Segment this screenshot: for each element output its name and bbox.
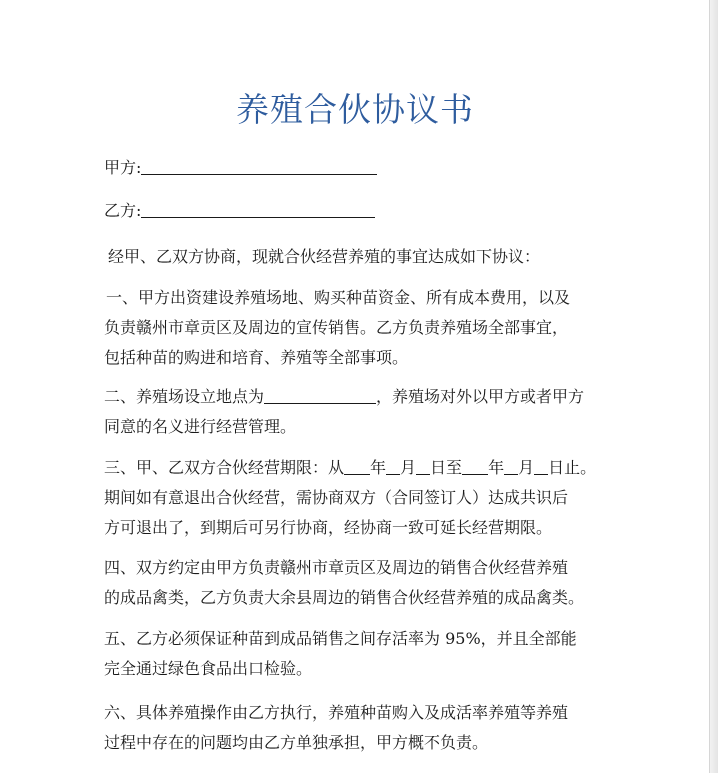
clause-3-line-3: 方可退出了，到期后可另行协商，经协商一致可延长经营期限。: [104, 518, 553, 537]
clause-1-line-1: 一、甲方出资建设养殖场地、购买种苗资金、所有成本费用，以及: [106, 288, 571, 307]
start-day-label: 日至: [430, 458, 463, 477]
party-b-label: 乙方:: [104, 201, 142, 220]
clause-2-line-2: 同意的名义进行经营管理。: [104, 417, 297, 436]
intro-paragraph: [108, 242, 608, 272]
clause-4-line-1: 四、双方约定由甲方负责赣州市章贡区及周边的销售合伙经营养殖: [104, 558, 569, 577]
end-month-blank[interactable]: [504, 456, 518, 475]
party-a-blank[interactable]: [141, 157, 377, 175]
clause-2-line-1: [104, 382, 604, 412]
clause-6: [104, 698, 604, 758]
clause-5-line-2: 完全通过绿色食品出口检验。: [104, 659, 313, 678]
start-year-blank[interactable]: [344, 456, 370, 475]
start-day-blank[interactable]: [416, 456, 430, 475]
clause-5-line-1: 五、乙方必须保证种苗到成品销售之间存活率为 95%，并且全部能: [104, 629, 577, 648]
clause-3: [104, 453, 604, 543]
clause-2-text-b: ，养殖场对外以甲方或者甲方: [376, 387, 585, 406]
start-year-label: 年: [370, 458, 387, 477]
clause-1-line-3: 包括种苗的购进和培育、养殖等全部事项。: [104, 348, 409, 367]
party-b-line: [104, 199, 375, 223]
clause-1-line-2: 负责赣州市章贡区及周边的宣传销售。乙方负责养殖场全部事宜，: [104, 318, 569, 337]
party-a-line: [104, 156, 377, 180]
party-a-label: 甲方:: [104, 158, 142, 177]
clause-2-text-a: 二、养殖场设立地点为: [104, 387, 265, 406]
document-title: 养殖合伙协议书: [236, 90, 474, 129]
clause-6-line-2: 过程中存在的问题均由乙方单独承担，甲方概不负责。: [104, 733, 489, 752]
clause-3-line-2: 期间如有意退出合伙经营，需协商双方（合同签订人）达成共识后: [104, 488, 569, 507]
end-year-blank[interactable]: [462, 456, 488, 475]
end-day-label: 日止。: [548, 458, 597, 477]
clause-3-start: 三、甲、乙双方合伙经营期限：从: [104, 458, 345, 477]
end-month-label: 月: [518, 458, 535, 477]
clause-3-line-1: [104, 453, 604, 483]
page-edge-scroll-gutter: [709, 0, 718, 773]
end-year-label: 年: [488, 458, 505, 477]
start-month-blank[interactable]: [386, 456, 400, 475]
intro-text: 经甲、乙双方协商，现就合伙经营养殖的事宜达成如下协议：: [108, 247, 541, 266]
clause-2: [104, 382, 604, 442]
clause-4-line-2: 的成品禽类，乙方负责大余县周边的销售合伙经营养殖的成品禽类。: [104, 588, 585, 607]
start-month-label: 月: [400, 458, 417, 477]
clause-6-line-1: 六、具体养殖操作由乙方执行，养殖种苗购入及成活率养殖等养殖: [104, 703, 569, 722]
party-b-blank[interactable]: [141, 200, 375, 218]
location-blank[interactable]: [264, 385, 376, 404]
clause-1: [106, 283, 606, 373]
clause-5: [104, 624, 604, 684]
end-day-blank[interactable]: [534, 456, 548, 475]
clause-4: [104, 553, 604, 613]
